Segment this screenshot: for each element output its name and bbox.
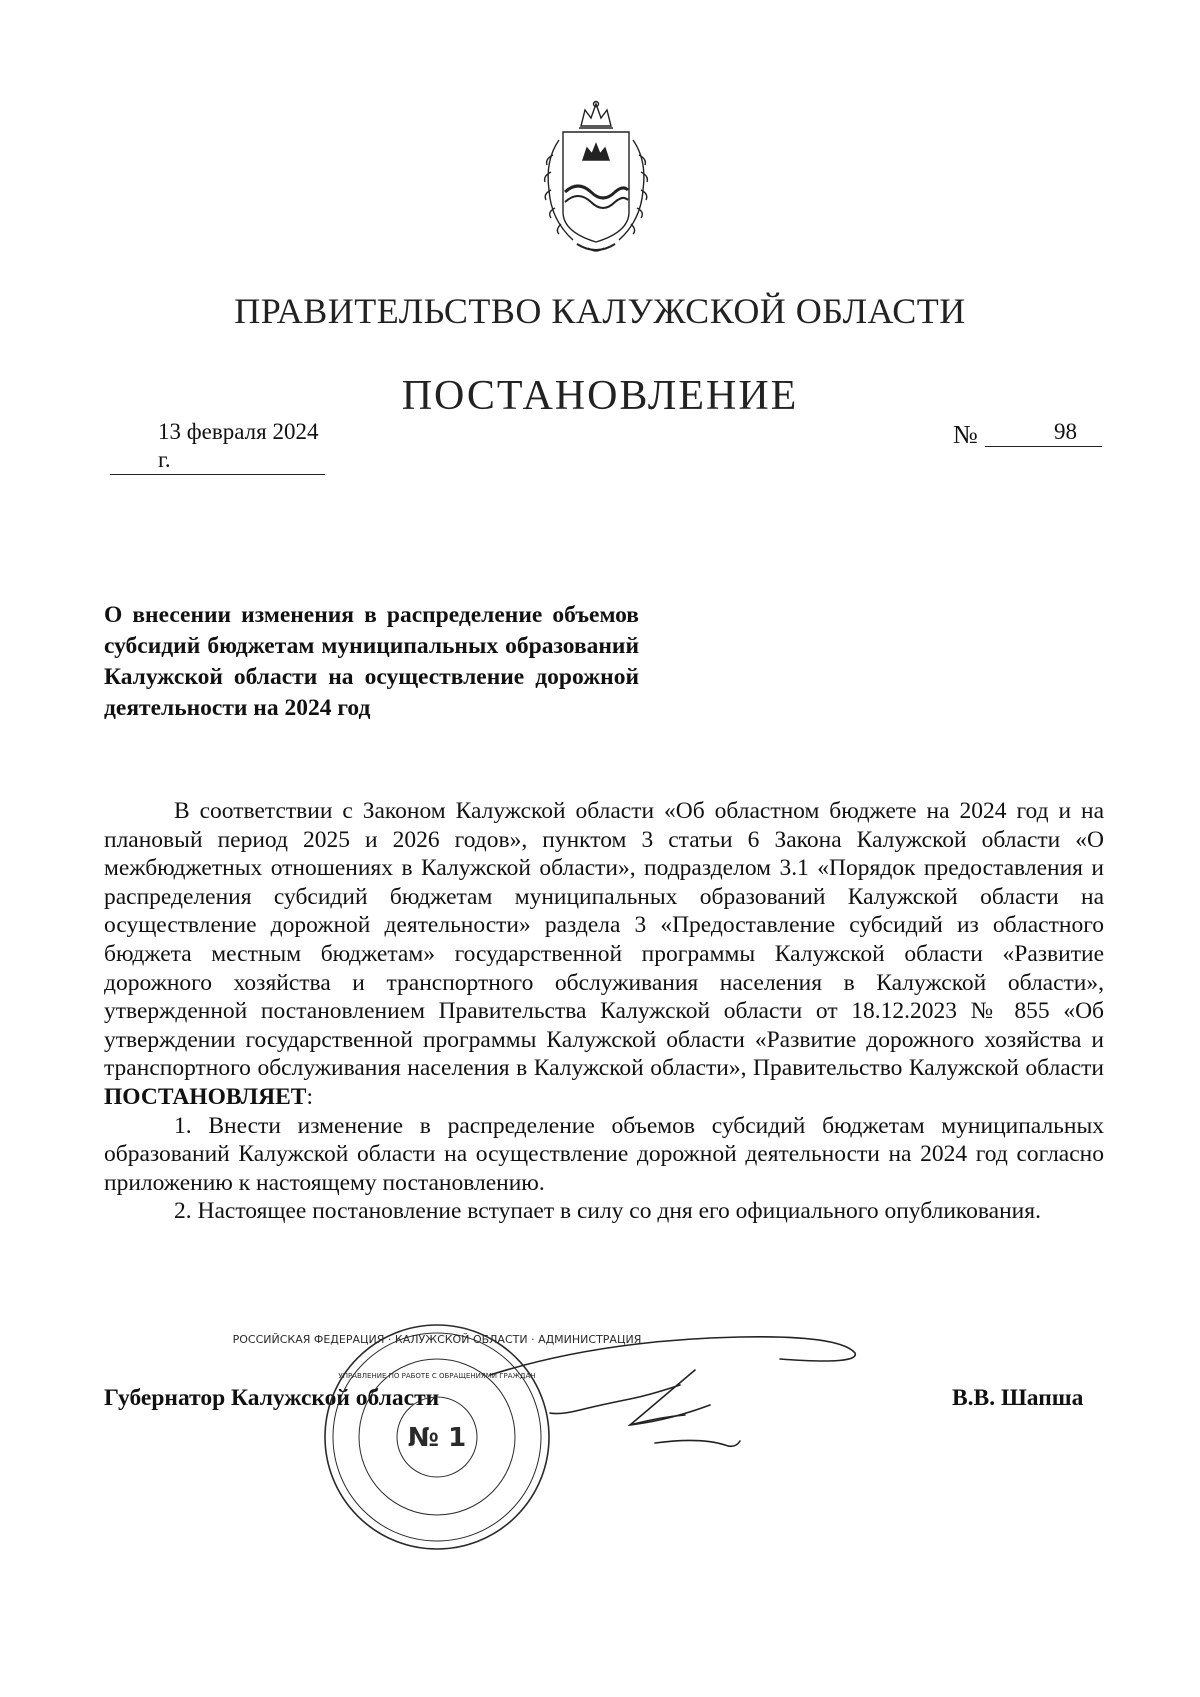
item-2: 2. Настоящее постановление вступает в силу со дня его официального опубликования. [174, 1198, 1041, 1225]
number-field [985, 418, 1102, 447]
signatory-name: В.В. Шапша [952, 1385, 1084, 1411]
document-type: ПОСТАНОВЛЕНИЕ [401, 373, 799, 419]
preamble-paragraph [104, 797, 1104, 1112]
document-body [104, 797, 1104, 1226]
document-subject: О внесении изменения в распределение объемов субсидий бюджетам муниципальных образований Калужской области на осуществление дорожной деятельности на 2024 год [104, 602, 639, 721]
handwritten-signature [480, 1335, 920, 1465]
stamp-inner-text: УПРАВЛЕНИЕ ПО РАБОТЕ С ОБРАЩЕНИЯМИ ГРАЖДАН [338, 1372, 536, 1380]
document-date: 13 февраля 2024 г. [158, 419, 319, 472]
date-field [110, 418, 325, 475]
decree-word: ПОСТАНОВЛЯЕТ [104, 1083, 307, 1110]
stamp-outer-text: РОССИЙСКАЯ ФЕДЕРАЦИЯ · КАЛУЖСКОЙ ОБЛАСТИ · АДМИНИСТРАЦИЯ [232, 1333, 642, 1346]
item-1: 1. Внести изменение в распределение объемов субсидий бюджетам муниципальных образований Калужской области на осуществление дорожной деятельности на 2024 год согласно приложению к настоящему постановлению. [104, 1112, 1104, 1196]
preamble-text: В соответствии с Законом Калужской области «Об областном бюджете на 2024 год и на плановый период 2025 и 2026 годов», пунктом 3 статьи 6 Закона Калужской области «О межбюджетных отношениях в Калужской области», подразделом 3.1 «Порядок предоставления и распределения субсидий бюджетам муниципальных образований Калужской области на осуществление дорожной деятельности» раздела 3 «Предоставление субсидий из областного бюджета местным бюджетам» государственной программы Калужской области «Развитие дорожного хозяйства и транспортного обслуживания населения в Калужской области», утвержденной постановлением Правительства Калужской области от 18.12.2023 № 855 «Об утверждении государственной программы Калужской области «Развитие дорожного хозяйства и транспортного обслуживания населения в Калужской области», Правительство Калужской области [104, 798, 1104, 1082]
signatory-title: Губернатор Калужской области [104, 1385, 440, 1411]
stamp-center-number: № 1 [407, 1423, 467, 1453]
number-sign: № [953, 420, 978, 449]
organization-title: ПРАВИТЕЛЬСТВО КАЛУЖСКОЙ ОБЛАСТИ [234, 291, 966, 331]
document-number: 98 [1054, 419, 1077, 444]
coat-of-arms-emblem [533, 100, 659, 260]
decree-colon: : [306, 1083, 313, 1110]
